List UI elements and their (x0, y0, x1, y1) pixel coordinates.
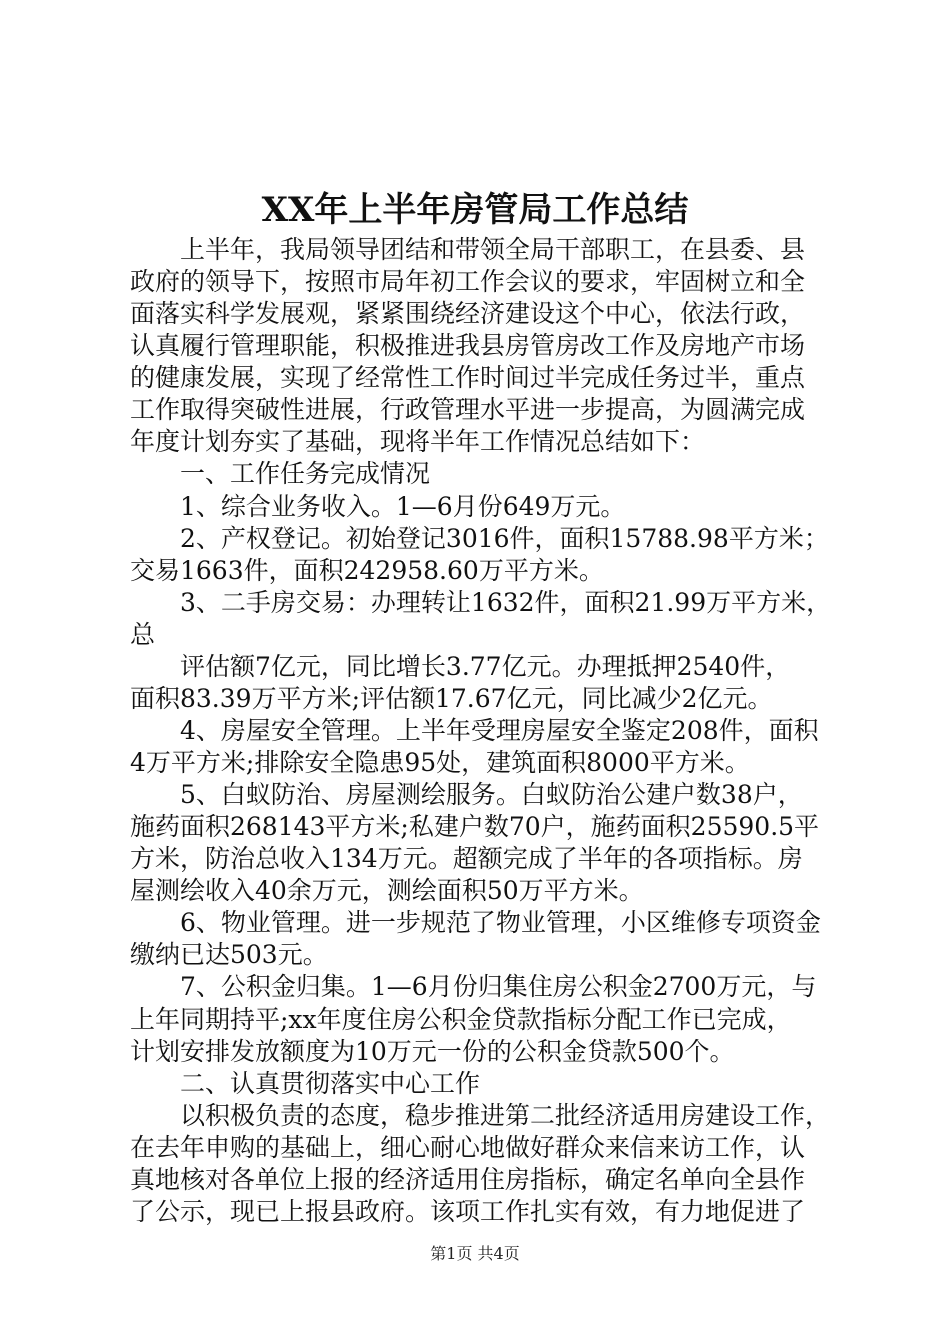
section-heading: 二、认真贯彻落实中心工作 (130, 1069, 481, 1098)
body-line: 缴纳已达503元。 (130, 940, 328, 969)
body-line: 4、房屋安全管理。上半年受理房屋安全鉴定208件，面积 (130, 716, 819, 745)
body-line: 1、综合业务收入。1—6月份649万元。 (130, 492, 626, 521)
body-line: 以积极负责的态度，稳步推进第二批经济适用房建设工作， (130, 1101, 831, 1130)
body-line: 政府的领导下，按照市局年初工作会议的要求，牢固树立和全 (130, 267, 806, 296)
body-line: 认真履行管理职能，积极推进我县房管房改工作及房地产市场 (130, 331, 806, 360)
body-line: 面落实科学发展观，紧紧围绕经济建设这个中心，依法行政， (130, 299, 806, 328)
body-line: 面积83.39万平方米;评估额17.67亿元，同比减少2亿元。 (130, 684, 773, 713)
body-line: 工作取得突破性进展，行政管理水平进一步提高，为圆满完成 (130, 395, 806, 424)
body-line: 6、物业管理。进一步规范了物业管理，小区维修专项资金 (130, 908, 821, 937)
body-line: 交易1663件，面积242958.60万平方米。 (130, 556, 604, 585)
body-line: 上半年，我局领导团结和带领全局干部职工，在县委、县 (130, 235, 806, 264)
body-line: 总 (130, 620, 156, 649)
body-line: 了公示，现已上报县政府。该项工作扎实有效，有力地促进了 (130, 1197, 806, 1226)
body-line: 7、公积金归集。1—6月份归集住房公积金2700万元，与 (130, 972, 817, 1001)
body-line: 3、二手房交易：办理转让1632件，面积21.99万平方米， (130, 588, 832, 617)
page-number-footer: 第1页 共4页 (430, 1244, 520, 1263)
document-title: XX年上半年房管局工作总结 (261, 190, 689, 230)
body-line: 4万平方米;排除安全隐患95处，建筑面积8000平方米。 (130, 748, 750, 777)
body-line: 在去年申购的基础上，细心耐心地做好群众来信来访工作，认 (130, 1133, 806, 1162)
section-heading: 一、工作任务完成情况 (130, 459, 431, 488)
body-line: 年度计划夯实了基础，现将半年工作情况总结如下： (130, 427, 706, 456)
body-line: 施药面积268143平方米;私建户数70户，施药面积25590.5平 (130, 812, 820, 841)
body-line: 计划安排发放额度为10万元一份的公积金贷款500个。 (130, 1037, 735, 1066)
body-line: 的健康发展，实现了经常性工作时间过半完成任务过半，重点 (130, 363, 806, 392)
body-line: 评估额7亿元，同比增长3.77亿元。办理抵押2540件， (130, 652, 791, 681)
body-line: 2、产权登记。初始登记3016件，面积15788.98平方米； (130, 524, 829, 553)
body-line: 真地核对各单位上报的经济适用住房指标，确定名单向全县作 (130, 1165, 806, 1194)
body-line: 上年同期持平;xx年度住房公积金贷款指标分配工作已完成， (130, 1005, 792, 1034)
body-line: 5、白蚁防治、房屋测绘服务。白蚁防治公建户数38户， (130, 780, 803, 809)
body-line: 屋测绘收入40余万元，测绘面积50万平方米。 (130, 876, 644, 905)
body-line: 方米，防治总收入134万元。超额完成了半年的各项指标。房 (130, 844, 803, 873)
